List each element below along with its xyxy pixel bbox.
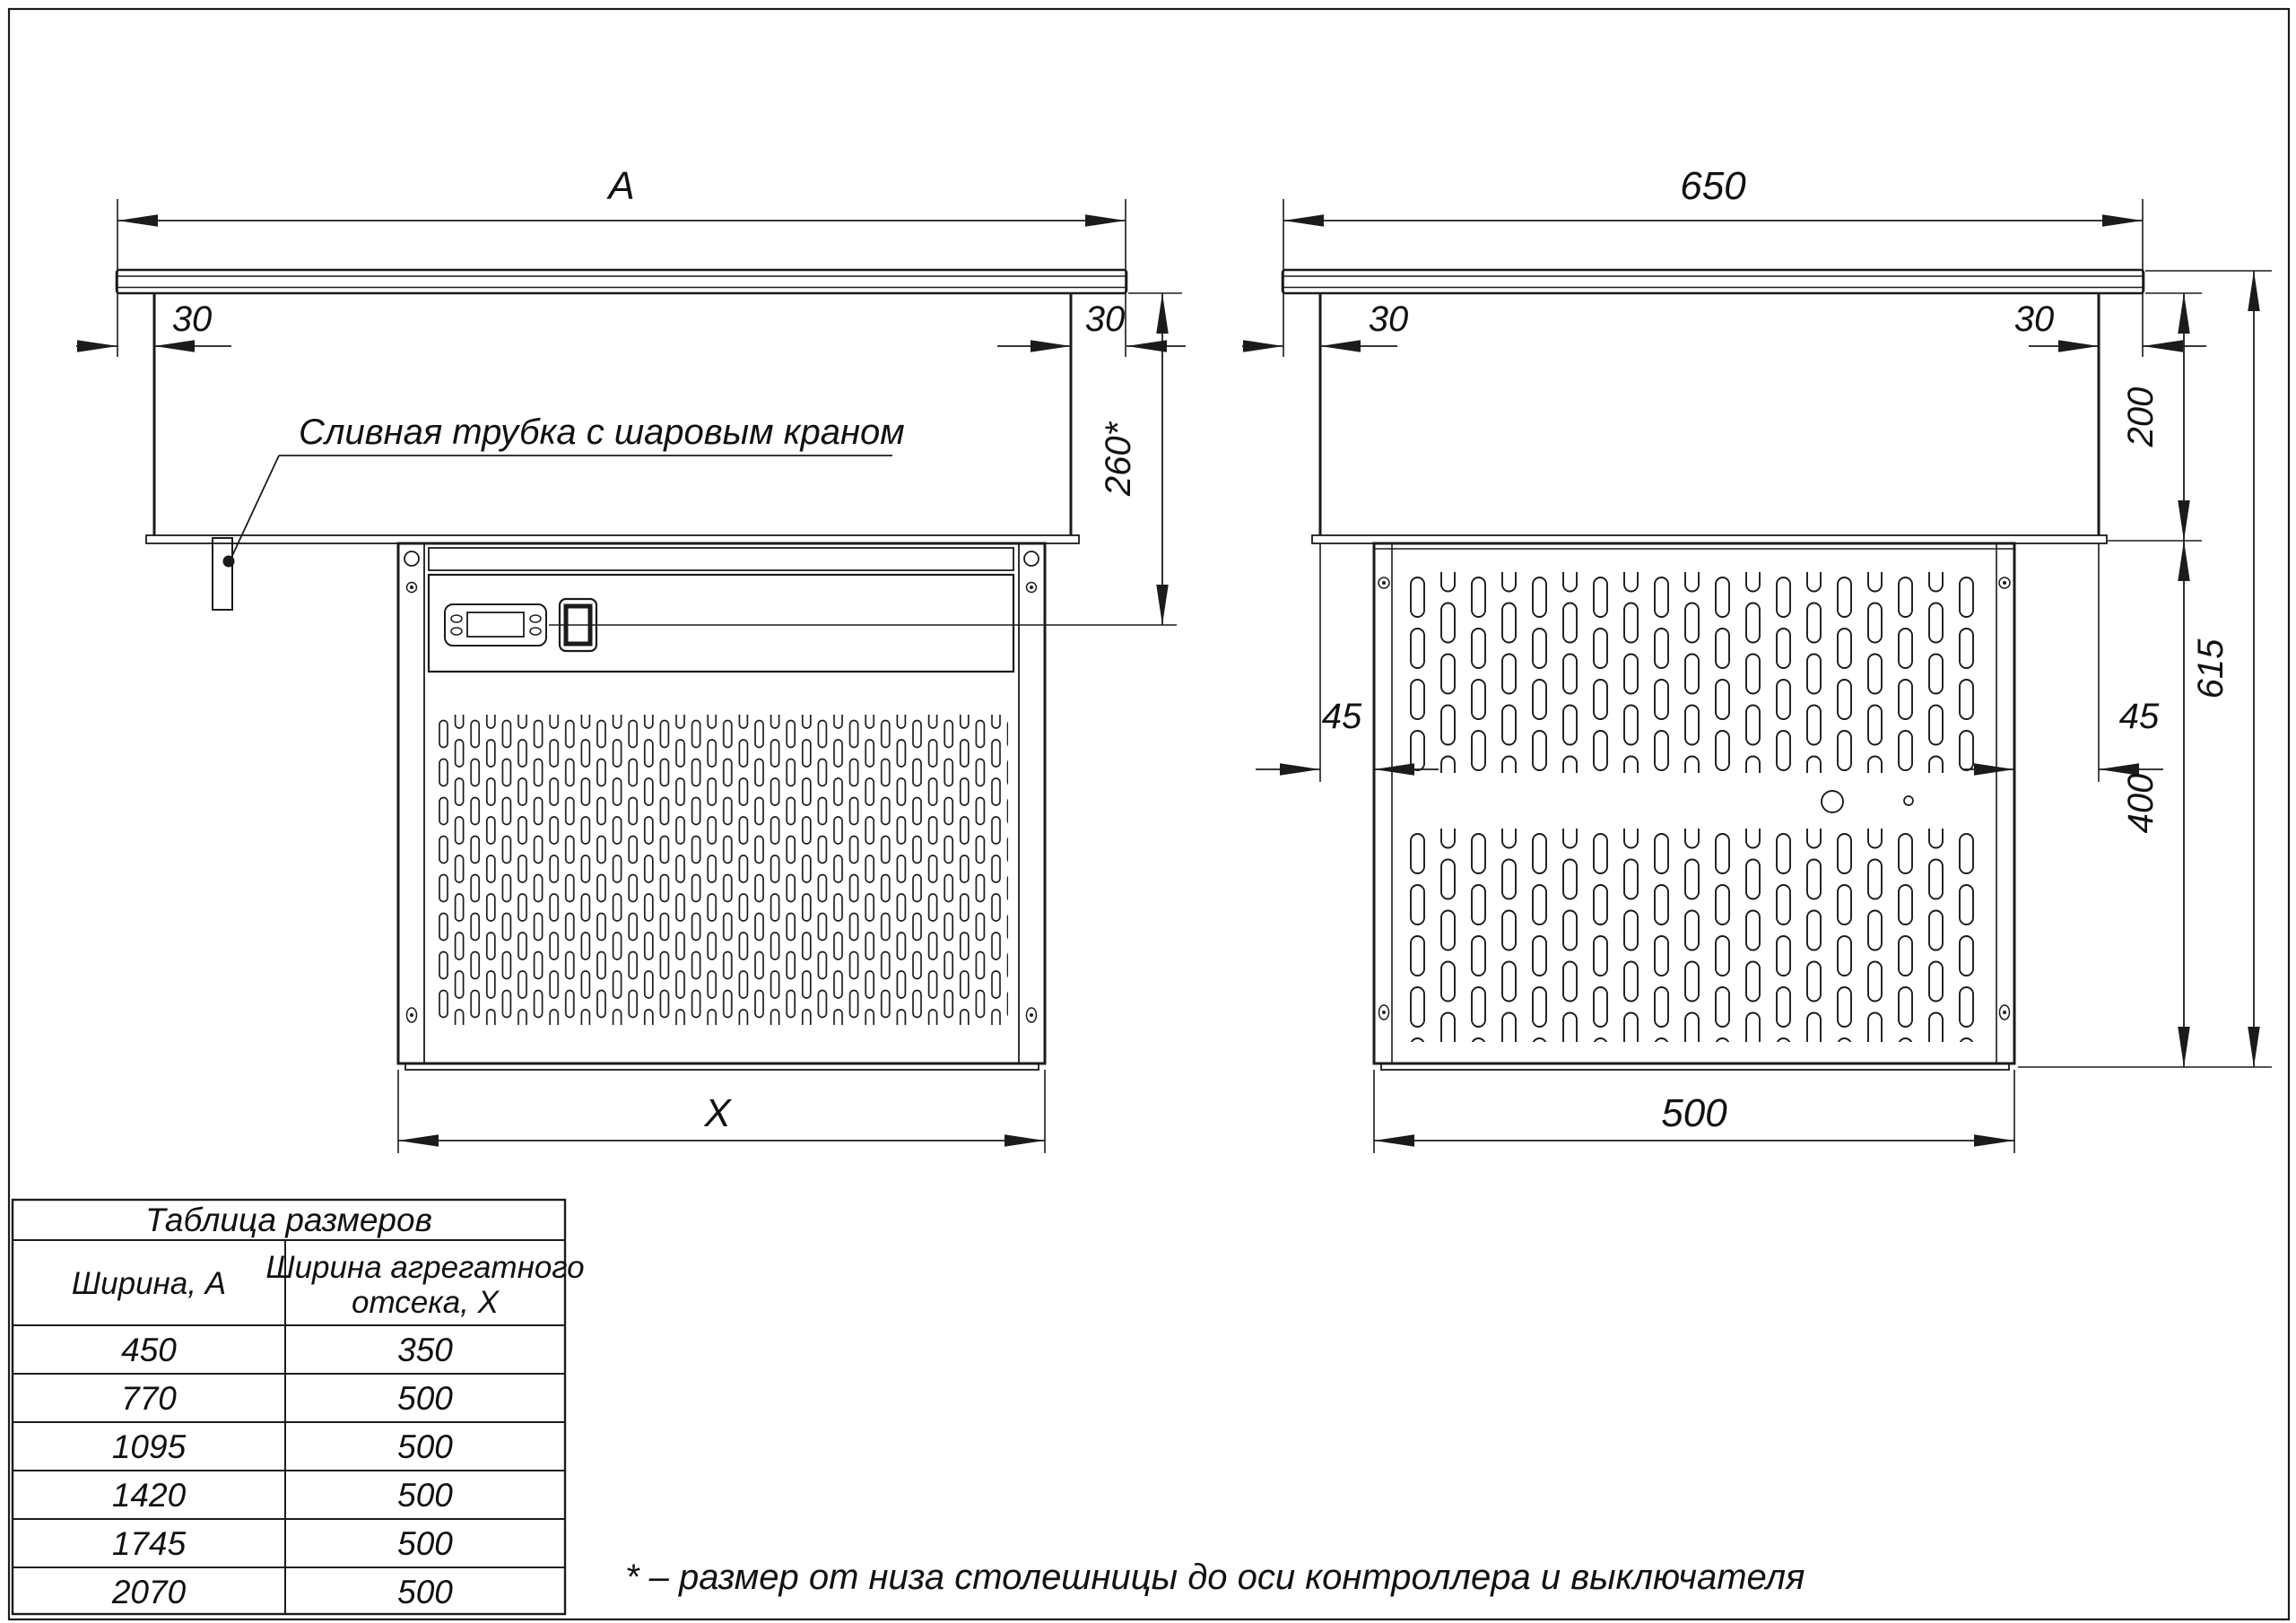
front-view	[76, 164, 1186, 1153]
side-dim-30-right-label: 30	[2013, 299, 2055, 339]
size-table-title: Таблица размеров	[145, 1202, 432, 1238]
dim-615-label: 615	[2191, 638, 2231, 699]
compartment-top-strip	[429, 548, 1013, 570]
svg-text:450: 450	[121, 1332, 177, 1368]
svg-text:500: 500	[397, 1477, 453, 1514]
footnote: * – размер от низа столешницы до оси контроллера и выключателя	[625, 1558, 1805, 1597]
table-row	[121, 1332, 453, 1368]
side-dim-30-left-label: 30	[1368, 299, 1409, 339]
front-dim-30-right	[997, 299, 1186, 346]
mount-hole-icon	[404, 551, 419, 566]
svg-text:1420: 1420	[111, 1477, 187, 1514]
front-dim-30-right-label: 30	[1084, 299, 1126, 339]
size-table	[13, 1200, 585, 1614]
col-a-header: Ширина, А	[71, 1266, 227, 1301]
dim-X-label: X	[704, 1091, 731, 1135]
dim-650-label: 650	[1680, 164, 1746, 208]
dim-500-label: 500	[1661, 1091, 1727, 1135]
svg-text:500: 500	[397, 1525, 453, 1562]
vent-perforation-panel	[1404, 829, 1982, 1042]
front-countertop	[117, 270, 1126, 293]
vent-perforation-panel	[1404, 572, 1982, 773]
dim-260	[1099, 293, 1182, 625]
svg-text:500: 500	[397, 1574, 453, 1610]
vent-perforation-panel	[436, 715, 1008, 1025]
svg-text:770: 770	[121, 1380, 177, 1417]
dim-X	[398, 1070, 1045, 1153]
svg-text:500: 500	[397, 1428, 453, 1465]
table-row	[112, 1525, 453, 1562]
dim-500	[1374, 1070, 2014, 1153]
svg-text:500: 500	[397, 1380, 453, 1417]
side-dim-30-right	[2014, 299, 2206, 346]
dim-200	[2108, 293, 2202, 541]
table-row	[111, 1574, 453, 1610]
svg-text:350: 350	[397, 1332, 453, 1368]
side-dim-45-left-label: 45	[1321, 697, 1362, 736]
table-row	[112, 1428, 453, 1465]
dim-400	[2118, 541, 2184, 1067]
control-band	[429, 575, 1013, 672]
side-countertop	[1283, 270, 2144, 293]
svg-text:2070: 2070	[111, 1574, 187, 1610]
col-x-header-line2: отсека, Х	[352, 1285, 499, 1320]
cable-hole-icon	[1822, 791, 1843, 812]
svg-text:1745: 1745	[111, 1525, 187, 1562]
mount-hole-icon	[1024, 551, 1039, 566]
dim-A-label: A	[608, 164, 635, 208]
screw-icon	[407, 583, 1037, 593]
table-row	[121, 1380, 453, 1417]
col-x-header-line1: Ширина агрегатного	[265, 1250, 585, 1285]
sheet-frame	[9, 9, 2289, 1619]
temperature-controller	[445, 604, 546, 646]
drain-tube-label: Сливная трубка с шаровым краном	[299, 412, 905, 452]
front-compartment	[398, 543, 1177, 1070]
dim-400-label: 400	[2121, 773, 2161, 834]
table-row	[112, 1477, 453, 1514]
front-dim-30-left-label: 30	[171, 299, 213, 339]
cable-hole-icon	[1904, 796, 1913, 805]
side-dim-45-right-label: 45	[2118, 697, 2160, 736]
svg-text:1095: 1095	[111, 1428, 187, 1465]
side-basin	[1312, 293, 2107, 543]
dim-260-label: 260*	[1099, 421, 1138, 497]
dim-A	[117, 164, 1126, 357]
side-dim-30-left	[1242, 299, 1408, 346]
side-view	[1242, 164, 2272, 1153]
side-compartment	[1374, 543, 2014, 1070]
drain-tube	[213, 538, 232, 610]
controller-display	[467, 612, 524, 637]
dim-200-label: 200	[2121, 386, 2161, 447]
side-dim-45-right	[1962, 543, 2163, 782]
